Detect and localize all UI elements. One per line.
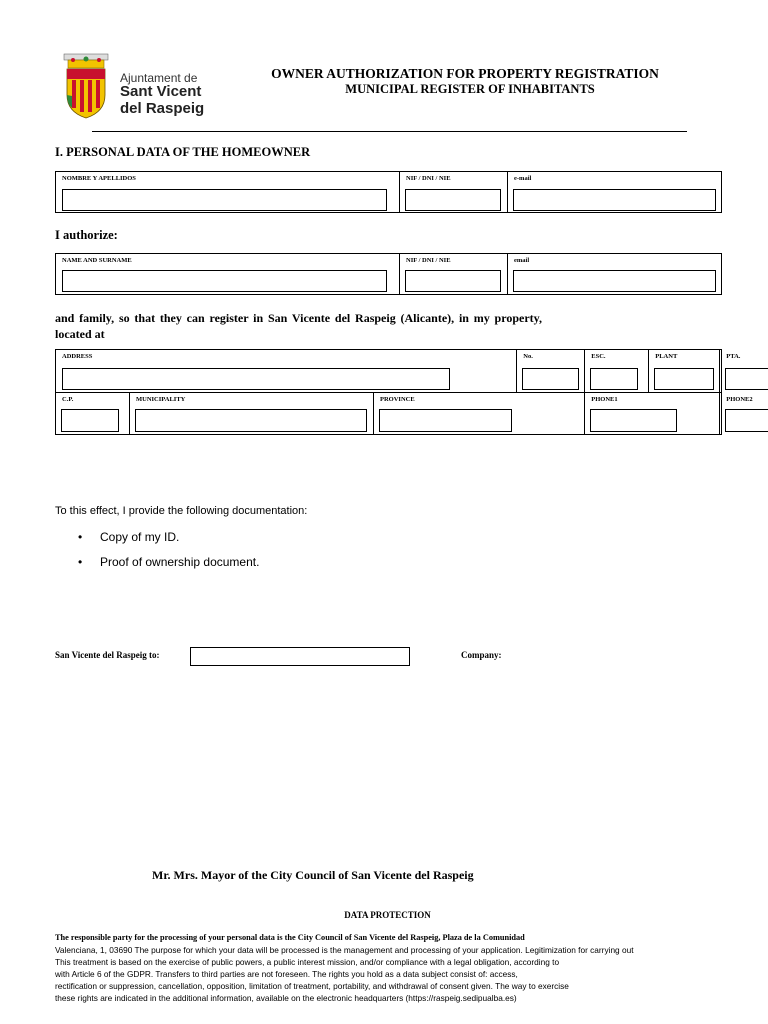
esc-field[interactable]: [590, 368, 638, 390]
pta-cell: [720, 350, 741, 393]
homeowner-name-field[interactable]: [62, 189, 387, 211]
authorized-email-field[interactable]: [513, 270, 716, 292]
data-protection-line5: rectification or suppression, cancellation, opposition, limitation of treatment, portability, and withdrawal of consent given. The way to exercise: [55, 981, 569, 991]
phone2-cell: [720, 393, 753, 435]
phone1-label: PHONE1: [591, 396, 618, 403]
header-divider: [92, 131, 687, 132]
authorized-name-label: NAME AND SURNAME: [62, 257, 132, 264]
postal-code-label: C.P.: [62, 396, 74, 403]
homeowner-email-field[interactable]: [513, 189, 716, 211]
number-cell: [517, 350, 585, 393]
authorized-name-cell: [56, 254, 400, 295]
homeowner-email-label: e-mail: [514, 175, 532, 182]
pta-label: PTA.: [726, 353, 741, 360]
postal-code-field[interactable]: [61, 409, 119, 432]
homeowner-nif-label: NIF / DNI / NIE: [406, 175, 451, 182]
data-protection-line3: This treatment is based on the exercise of public powers, a public interest mission, and/or compliance with a legal obligation, according to: [55, 957, 560, 967]
esc-cell: [585, 350, 649, 393]
addressee: Mr. Mrs. Mayor of the City Council of San Vicente del Raspeig: [152, 868, 474, 882]
data-protection-line1: The responsible party for the processing of your personal data is the City Council of San Vicente del Raspeig, Plaza de la Comunidad: [55, 933, 525, 942]
phone2-label: PHONE2: [726, 396, 753, 403]
data-protection-line6: these rights are indicated in the additional information, available on the electronic headquarters (https://raspeig.sedipualba.es): [55, 993, 517, 1003]
number-label: No.: [523, 353, 533, 360]
address-field[interactable]: [62, 368, 450, 390]
logo-text-line3: del Raspeig: [120, 100, 205, 117]
plant-cell: [649, 350, 720, 393]
doc-item-ownership-proof: Proof of ownership document.: [100, 555, 260, 569]
place-date-label: San Vicente del Raspeig to:: [55, 650, 160, 660]
authorized-email-label: email: [514, 257, 530, 264]
company-label: Company:: [461, 650, 502, 660]
homeowner-email-cell: [508, 172, 722, 213]
document-subtitle: MUNICIPAL REGISTER OF INHABITANTS: [345, 82, 595, 96]
esc-label: ESC.: [591, 353, 606, 360]
phone1-cell: [585, 393, 720, 435]
homeowner-nif-cell: [400, 172, 508, 213]
phone1-field[interactable]: [590, 409, 677, 432]
homeowner-name-cell: [56, 172, 400, 213]
doc-item-id-copy: Copy of my ID.: [100, 530, 180, 544]
authorized-person-table: [55, 253, 722, 295]
data-protection-title: DATA PROTECTION: [344, 910, 431, 920]
documentation-intro: To this effect, I provide the following documentation:: [55, 505, 308, 517]
authorized-nif-cell: [400, 254, 508, 295]
authorize-heading: I authorize:: [55, 228, 118, 242]
address-label: ADDRESS: [62, 353, 93, 360]
plant-field[interactable]: [654, 368, 714, 390]
province-label: PROVINCE: [380, 396, 415, 403]
homeowner-nif-field[interactable]: [405, 189, 501, 211]
bullet-marker-2: •: [78, 555, 83, 569]
data-protection-line4: with Article 6 of the GDPR. Transfers to third parties are not foreseen. The rights you hold as a data subject consist of: access,: [55, 969, 518, 979]
bullet-marker-1: •: [78, 530, 83, 544]
authorized-name-field[interactable]: [62, 270, 387, 292]
phone2-field[interactable]: [725, 409, 768, 432]
authorization-paragraph: and family, so that they can register in San Vicente del Raspeig (Alicante), in my property, located at: [55, 311, 542, 341]
homeowner-table: [55, 171, 722, 213]
logo-text-line1: Ajuntament de: [120, 71, 198, 85]
authorized-email-cell: [508, 254, 722, 295]
authorized-nif-label: NIF / DNI / NIE: [406, 257, 451, 264]
homeowner-name-label: NOMBRE Y APELLIDOS: [62, 175, 136, 182]
province-cell: [374, 393, 585, 435]
place-date-field[interactable]: [190, 647, 410, 666]
data-protection-line2: Valenciana, 1, 03690 The purpose for which your data will be processed is the management and processing of your application. Legitimization for carrying out: [55, 945, 634, 955]
postal-code-cell: [56, 393, 130, 435]
authorized-nif-field[interactable]: [405, 270, 501, 292]
municipality-label: MUNICIPALITY: [136, 396, 186, 403]
section-personal-data-heading: I. PERSONAL DATA OF THE HOMEOWNER: [55, 145, 311, 159]
document-title: OWNER AUTHORIZATION FOR PROPERTY REGISTRATION: [271, 66, 659, 81]
province-field[interactable]: [379, 409, 512, 432]
municipal-logo: [58, 50, 218, 120]
logo-text-line2: Sant Vicent: [120, 83, 202, 100]
municipality-field[interactable]: [135, 409, 367, 432]
plant-label: PLANT: [655, 353, 678, 360]
address-cell: [56, 350, 517, 393]
number-field[interactable]: [522, 368, 579, 390]
address-table: [55, 349, 753, 435]
municipality-cell: [130, 393, 374, 435]
pta-field[interactable]: [725, 368, 768, 390]
